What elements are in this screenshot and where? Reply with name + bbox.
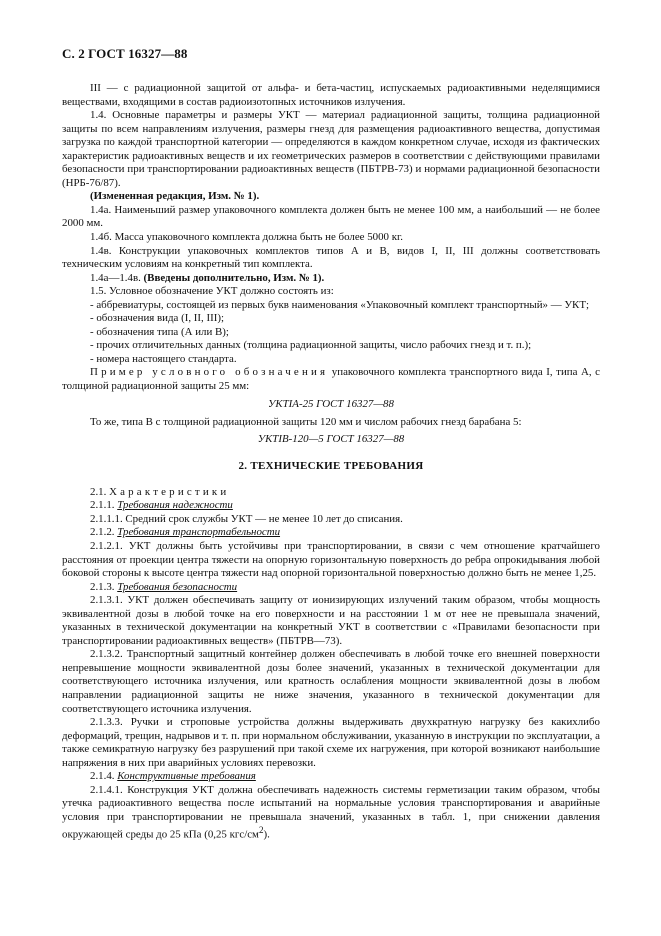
designation-example-1: УКТIА-25 ГОСТ 16327—88 <box>268 397 394 410</box>
paragraph-same-type-b: То же, типа В с толщиной радиационной защиты 120 мм и числом рабочих гнезд барабана 5: <box>90 416 522 429</box>
paragraph-2-1-2 <box>62 526 600 540</box>
amendment-note-2-bold: (Введены дополнительно, Изм. № 1). <box>143 271 325 284</box>
list-item-other: - прочих отличительных данных (толщина радиационной защиты, число рабочих гнезд и т. п.); <box>90 339 532 352</box>
paragraph-2-1-2-title: Требования транспортабельности <box>117 526 281 539</box>
list-item-type: - обозначения типа (А или В); <box>90 325 229 338</box>
paragraph-1-4v: 1.4в. Конструкции упаковочных комплектов типов А и В, видов I, II, III должны соответствовать техническим условиям на конкретный тип комплекта. <box>62 244 600 271</box>
paragraph-2-1-2-1: 2.1.2.1. УКТ должны быть устойчивы при транспортировании, в связи с чем отношение кратчайшего расстояния от проекции центра тяжести на опорную горизонтальную поверхность до ребра опрокидывания любой боковой стороны к высоте центра тяжести над опорной горизонтальной поверхностью должно быть не менее 1,25. <box>62 539 600 580</box>
paragraph-2-1-4-1-text: 2.1.4.1. Конструкция УКТ должна обеспечивать надежность системы герметизации таким образом, чтобы утечка радиоактивного вещества после испытаний на нормальные условия транспортирования и аварийные условия при транспортировании не превышала значений, указанных в табл. 1, при снижении давления окружающей среды до 25 кПа (0,25 кгс/см <box>62 783 600 842</box>
paragraph-1-5: 1.5. Условное обозначение УКТ должно состоять из: <box>90 285 334 298</box>
list-item-number: - номера настоящего стандарта. <box>90 352 237 365</box>
paragraph-2-1-2-number: 2.1.2. <box>90 526 118 539</box>
paragraph-2-1-4-number: 2.1.4. <box>90 770 118 783</box>
section-title: 2. ТЕХНИЧЕСКИЕ ТРЕБОВАНИЯ <box>238 460 424 473</box>
superscript-2: 2 <box>258 825 264 836</box>
paragraph-2-1-3-title: Требования безопасности <box>117 580 238 593</box>
paragraph-1-4: 1.4. Основные параметры и размеры УКТ — материал радиационной защиты, толщина радиационной защиты по всем направлениям излучения, размеры гнезд для размещения радиоактивного вещества, допустимая загрузка по каждой транспортной категории — определяются в каждом конкретном случае, исходя из фактических характеристик радиоактивных веществ и их геометрических размеров в соответствии с действующими правилами безопасности при транспортировании радиоактивных веществ (ПБТРВ-73) и нормами радиационной безопасности (НРБ-76/87). <box>62 109 600 189</box>
designation-example-2: УКТIВ-120—5 ГОСТ 16327—88 <box>257 432 405 445</box>
paragraph-2-1-1-title: Требования надежности <box>117 499 233 512</box>
paragraph-2-1-number: 2.1. <box>90 485 110 498</box>
example-paragraph <box>62 366 600 393</box>
paragraph-2-1-title: Характеристики <box>109 485 230 498</box>
amendment-note-2-prefix: 1.4а—1.4в. <box>90 271 144 284</box>
list-item-abbreviation: - аббревиатуры, состоящей из первых букв наименования «Упаковочный комплект транспортный» — УКТ; <box>90 298 589 311</box>
paragraph-2-1 <box>62 486 600 500</box>
paragraph-2-1-4-1-end: ). <box>263 829 270 842</box>
paragraph-2-1-3 <box>62 581 600 595</box>
page-header: С. 2 ГОСТ 16327—88 <box>62 46 188 61</box>
document-page <box>62 46 600 843</box>
example-label: Пример условного обозначения <box>90 366 329 379</box>
paragraph-type-iii: III — с радиационной защитой от альфа- и бета-частиц, испускаемых радиоактивными неделящимися веществами, входящими в состав радиоизотопных источников излучения. <box>62 82 600 108</box>
paragraph-2-1-4-1 <box>62 784 600 843</box>
amendment-note-1: (Измененная редакция, Изм. № 1). <box>90 190 260 203</box>
paragraph-2-1-3-3: 2.1.3.3. Ручки и строповые устройства должны выдерживать двухкратную нагрузку без какихлибо деформаций, трещин, надрывов и т. п. при нормальном обслуживании, указанную в инструкции по эксплуатации, а также семикратную нагрузку без разрушений при такой схеме их нагружения, при которой возникают наибольшие напряжения в них при аварийных условиях перевозки. <box>62 716 600 769</box>
paragraph-2-1-3-2: 2.1.3.2. Транспортный защитный контейнер должен обеспечивать в любой точке его внешней поверхности непревышение мощности эквивалентной дозы более значений, указанных в технической документации для соответствующего источника излучения, или кратность ослабления мощности эквивалентной дозы в любом направлении радиационной защиты не ниже значения, указанного в технической документации для соответствующего источника излучения. <box>62 648 600 715</box>
paragraph-2-1-3-number: 2.1.3. <box>90 580 118 593</box>
list-item-view: - обозначения вида (I, II, III); <box>90 312 225 325</box>
amendment-note-2 <box>62 272 600 286</box>
paragraph-2-1-4-title: Конструктивные требования <box>117 770 256 783</box>
paragraph-2-1-1-1: 2.1.1.1. Средний срок службы УКТ — не менее 10 лет до списания. <box>90 512 403 525</box>
paragraph-1-4a: 1.4а. Наименьший размер упаковочного комплекта должен быть не менее 100 мм, а наибольший — не более 2000 мм. <box>62 203 600 230</box>
paragraph-1-4b: 1.4б. Масса упаковочного комплекта должна быть не более 5000 кг. <box>90 231 403 244</box>
example-text: упаковочного комплекта транспортного вида I, типа А, с толщиной радиационной защиты 25 мм: <box>62 366 600 393</box>
paragraph-2-1-1 <box>62 499 600 513</box>
paragraph-2-1-1-number: 2.1.1. <box>90 499 118 512</box>
paragraph-2-1-4 <box>62 770 600 784</box>
paragraph-2-1-3-1: 2.1.3.1. УКТ должен обеспечивать защиту от ионизирующих излучений таким образом, чтобы мощность эквивалентной дозы в любой точке на его поверхности и на расстоянии 1 м от нее не превышала значений, указанных в технической документации на конкретный УКТ в соответствии с «Правилами безопасности при транспортировании радиоактивных веществ» (ПБТРВ—73). <box>62 594 600 647</box>
